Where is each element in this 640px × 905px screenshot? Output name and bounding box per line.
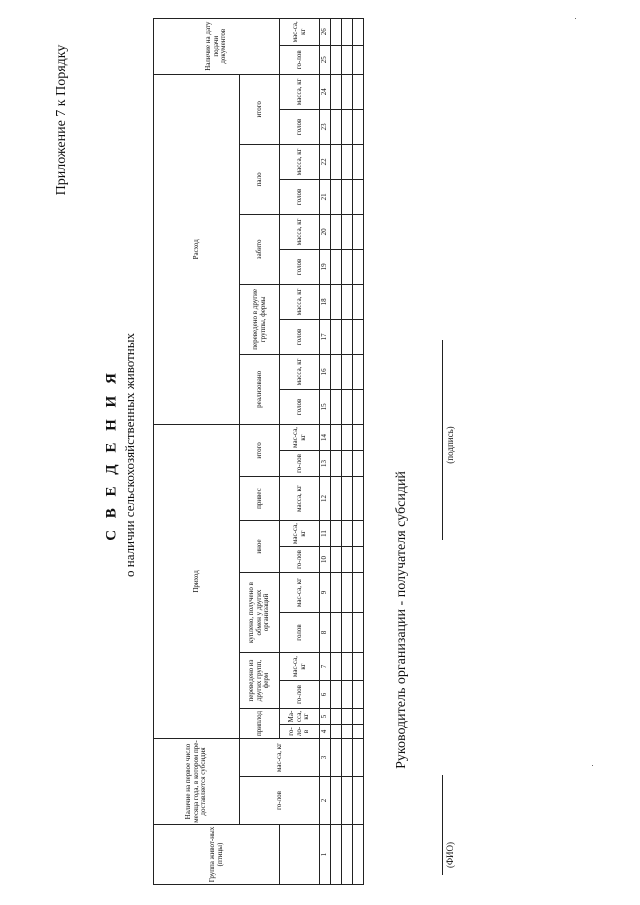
- column-number-row: [320, 18, 331, 884]
- gain-mass: масса, кг: [280, 477, 320, 521]
- col-num: 7: [320, 653, 331, 681]
- col-num: 21: [320, 179, 331, 214]
- fallen-mass: масса, кг: [280, 144, 320, 179]
- col-num: 19: [320, 249, 331, 284]
- header-offspring: приплод: [240, 709, 280, 739]
- col-num: 2: [320, 777, 331, 825]
- col-num: 25: [320, 45, 331, 74]
- header-sold: реализовано: [240, 354, 280, 424]
- transferred-out-heads: голов: [280, 319, 320, 354]
- col-num: 8: [320, 613, 331, 653]
- header-fallen: пало: [240, 144, 280, 214]
- col-num: 11: [320, 521, 331, 547]
- header-other: иное: [240, 521, 280, 573]
- header-start-mass: мас-са, кг: [240, 739, 320, 777]
- table-row: [342, 18, 353, 884]
- col-num: 10: [320, 547, 331, 573]
- offspring-mass: Ма-сса, кг: [280, 709, 320, 725]
- header-slaughtered: забито: [240, 214, 280, 284]
- scan-speck: [575, 18, 576, 19]
- col-num: 26: [320, 18, 331, 45]
- fio-caption: (ФИО): [445, 841, 455, 869]
- header-transferred-in: переведено из других групп, ферм: [240, 653, 280, 709]
- total-in-mass: мас-са, кг: [280, 424, 320, 450]
- col-num: 9: [320, 573, 331, 613]
- slaughtered-heads: голов: [280, 249, 320, 284]
- livestock-table-wrapper: [153, 21, 339, 885]
- header-total-in: итого: [240, 424, 280, 476]
- table-row: [331, 18, 342, 884]
- transferred-out-mass: масса, кг: [280, 284, 320, 319]
- col-num: 12: [320, 477, 331, 521]
- total-out-mass: масса, кг: [280, 74, 320, 109]
- other-heads: го-лов: [280, 547, 320, 573]
- signature-caption: (подпись): [445, 426, 455, 464]
- col-num: 4: [320, 725, 331, 739]
- other-mass: мас-са, кг: [280, 521, 320, 547]
- header-transferred-out: переведено в другие группы, фермы: [240, 284, 280, 354]
- total-out-heads: голов: [280, 109, 320, 144]
- slaughtered-mass: масса, кг: [280, 214, 320, 249]
- col-num: 22: [320, 144, 331, 179]
- header-gain: привес: [240, 477, 280, 521]
- bought-mass: мас-са, кг: [280, 573, 320, 613]
- document-title: С В Е Д Е Н И Я: [103, 369, 120, 541]
- col-num: 24: [320, 74, 331, 109]
- col-num: 16: [320, 354, 331, 389]
- header-total-out: итого: [240, 74, 280, 144]
- sold-heads: голов: [280, 389, 320, 424]
- header-group: Группа живот-ных (птицы): [154, 825, 280, 885]
- livestock-table: [153, 18, 364, 885]
- header-end-balance: Наличие на дату подачи документов: [154, 18, 280, 74]
- scan-speck: [592, 765, 593, 766]
- sold-mass: масса, кг: [280, 354, 320, 389]
- head-of-organization-label: Руководитель организации - получателя субсидий: [394, 471, 409, 769]
- col-num: 6: [320, 681, 331, 709]
- table-row: [353, 18, 364, 884]
- col-num: 3: [320, 739, 331, 777]
- total-in-heads: го-лов: [280, 451, 320, 477]
- offspring-heads: го-ло-в: [280, 725, 320, 739]
- col-num: 1: [320, 825, 331, 885]
- fio-line: [442, 775, 443, 875]
- fallen-heads: голов: [280, 179, 320, 214]
- transferred-in-heads: го-лов: [280, 681, 320, 709]
- document-subtitle: о наличии сельскохозяйственных животных: [122, 333, 137, 577]
- header-bought: куплено, получено в обмен у других организаций: [240, 573, 280, 653]
- end-heads: го-лов: [280, 45, 320, 74]
- col-num: 5: [320, 709, 331, 725]
- col-num: 13: [320, 451, 331, 477]
- end-mass: мас-са, кг: [280, 18, 320, 45]
- header-expense: Расход: [154, 74, 240, 424]
- header-start-heads: го-лов: [240, 777, 320, 825]
- header-start-balance: Наличие на первое число месяца года, в котором пре-доставляется субсидия: [154, 739, 240, 825]
- transferred-in-mass: мас-са, кг: [280, 653, 320, 681]
- col-num: 15: [320, 389, 331, 424]
- col-num: 17: [320, 319, 331, 354]
- col-num: 23: [320, 109, 331, 144]
- bought-heads: голов: [280, 613, 320, 653]
- signature-line: [442, 340, 443, 540]
- col-num: 20: [320, 214, 331, 249]
- appendix-label: Приложение 7 к Порядку: [54, 44, 69, 196]
- col-num: 18: [320, 284, 331, 319]
- header-income: Приход: [154, 424, 240, 738]
- col-num: 14: [320, 424, 331, 450]
